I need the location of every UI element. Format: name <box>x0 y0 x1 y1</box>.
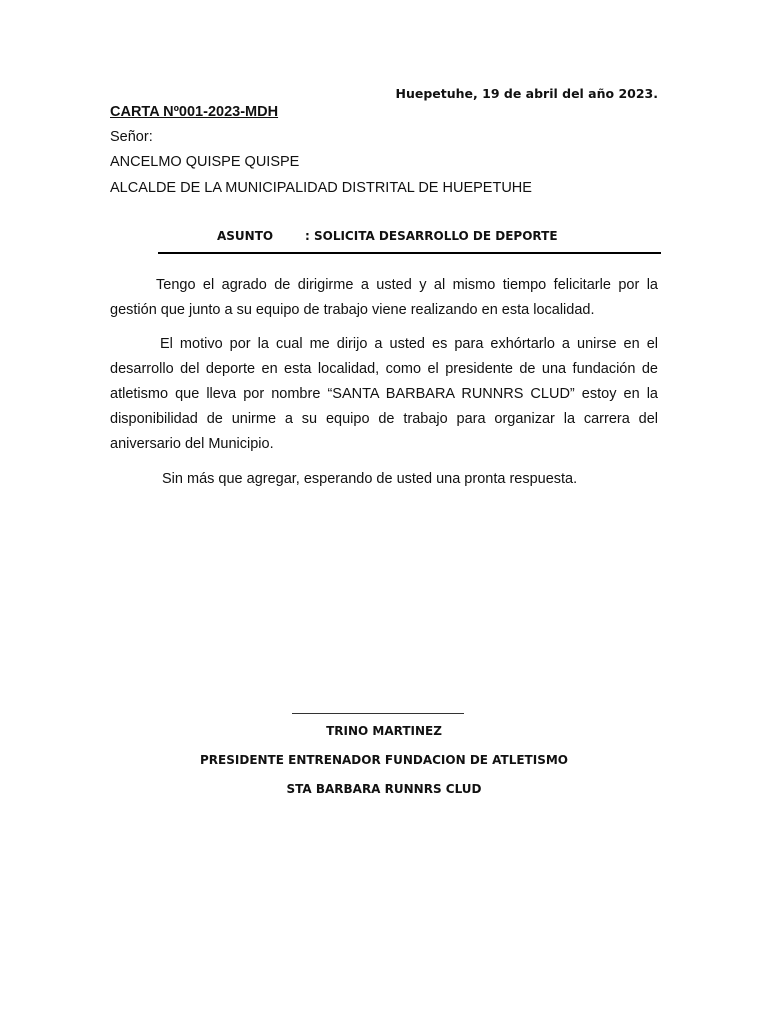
recipient-position: ALCALDE DE LA MUNICIPALIDAD DISTRITAL DE HUEPETUHE <box>110 180 532 196</box>
signature-title: PRESIDENTE ENTRENADOR FUNDACION DE ATLETISMO <box>200 753 568 767</box>
recipient-name: ANCELMO QUISPE QUISPE <box>110 154 300 170</box>
signature-organization: STA BARBARA RUNNRS CLUD <box>286 782 482 796</box>
subject-text: : SOLICITA DESARROLLO DE DEPORTE <box>305 229 558 243</box>
subject-label: ASUNTO <box>217 229 274 243</box>
body-paragraph-motive: El motivo por la cual me dirijo a usted es para exhórtarlo a unirse en el desarrollo del deporte en esta localidad, como el presidente de una fundación de atletismo que lleva por nombre “SANTA BARBARA RUNNRS CLUD” estoy en la disponibilidad de unirme a su equipo de trabajo para organizar la carrera del aniversario del Municipio. <box>110 336 658 452</box>
body-paragraph-closing: Sin más que agregar, esperando de usted una pronta respuesta. <box>162 471 578 487</box>
letter-reference: CARTA Nº001-2023-MDH <box>110 104 279 120</box>
letter-date: Huepetuhe, 19 de abril del año 2023. <box>395 86 658 101</box>
subject-line <box>217 229 558 243</box>
recipient-salutation: Señor: <box>110 129 153 145</box>
signature-name: TRINO MARTINEZ <box>326 724 442 738</box>
subject-divider <box>158 252 661 254</box>
body-paragraph-greeting: Tengo el agrado de dirigirme a usted y al mismo tiempo felicitarle por la gestión que junto a su equipo de trabajo viene realizando en esta localidad. <box>110 277 658 318</box>
signature-line <box>292 713 464 714</box>
